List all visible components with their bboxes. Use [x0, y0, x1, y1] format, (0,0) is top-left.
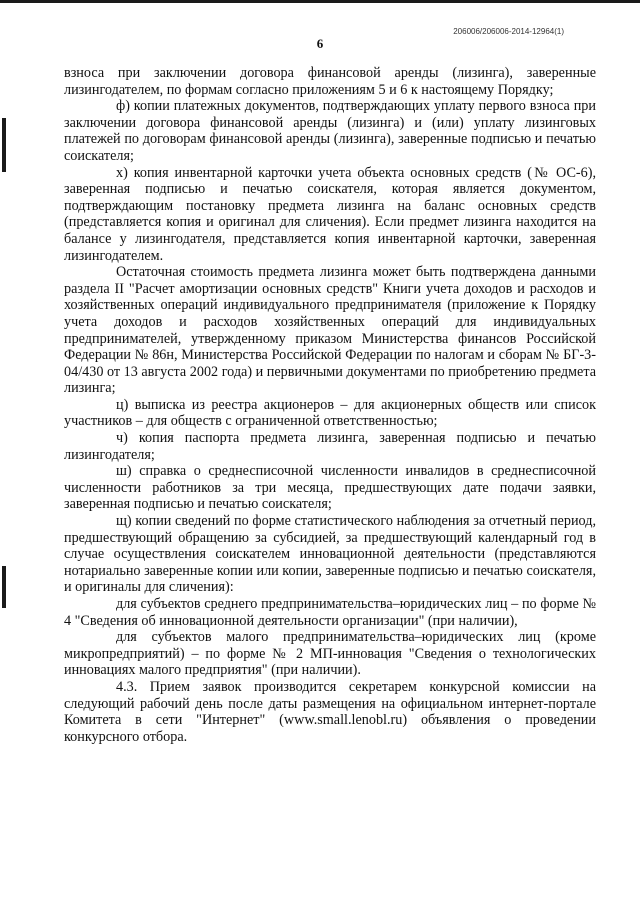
- document-id: 206006/206006-2014-12964(1): [453, 27, 564, 36]
- page-number: 6: [316, 36, 324, 51]
- paragraph: Остаточная стоимость предмета лизинга может быть подтверждена данными раздела II "Расчет амортизации основных средств" Книги учета доходов и расходов и хозяйственных операций индивидуального предпринимателя (приложение к Порядку учета доходов и расходов хозяйственных операций для индивидуальных предпринимателей, утвержденному приказом Министерства финансов Российской Федерации № 86н, Министерства Российской Федерации по налогам и сборам № БГ-3-04/430 от 13 августа 2002 года) и первичными документами по приобретению предмета лизинга;: [64, 264, 596, 397]
- scan-artifact-mark: [2, 118, 6, 172]
- paragraph: щ) копии сведений по форме статистического наблюдения за отчетный период, предшествующий обращению за субсидией, за предшествующий календарный год в случае осуществления соискателем инновационной деятельности (представляются нотариально заверенные копии или копии, заверенные подписью и печатью соискателя, и оригиналы для сличения):: [64, 513, 596, 596]
- paragraph: ф) копии платежных документов, подтверждающих уплату первого взноса при заключении договора финансовой аренды (лизинга) и (или) уплату лизинговых платежей по договорам финансовой аренды (лизинга), заверенные подписью и печатью соискателя;: [64, 98, 596, 164]
- paragraph: ш) справка о среднесписочной численности инвалидов в среднесписочной численности работников за три месяца, предшествующих дате подачи заявки, заверенная подписью и печатью соискателя;: [64, 463, 596, 513]
- paragraph: для субъектов среднего предпринимательства–юридических лиц – по форме № 4 "Сведения об инновационной деятельности организации" (при наличии),: [64, 596, 596, 629]
- paragraph: взноса при заключении договора финансовой аренды (лизинга), заверенные лизингодателем, по формам согласно приложениям 5 и 6 к настоящему Порядку;: [64, 65, 596, 98]
- scan-top-border: [0, 0, 640, 3]
- paragraph: х) копия инвентарной карточки учета объекта основных средств (№ ОС-6), заверенная подписью и печатью соискателя, которая является документом, подтверждающим постановку предмета лизинга на баланс основных средств (представляется копия и оригинал для сличения). Если предмет лизинга находится на балансе у лизингодателя, представляется копия инвентарной карточки, заверенная лизингодателем.: [64, 164, 596, 264]
- document-body: [64, 65, 596, 745]
- paragraph: ц) выписка из реестра акционеров – для акционерных обществ или список участников – для обществ с ограниченной ответственностью;: [64, 396, 596, 430]
- scan-artifact-mark: [2, 566, 6, 608]
- paragraph: ч) копия паспорта предмета лизинга, заверенная подписью и печатью лизингодателя;: [64, 430, 596, 463]
- paragraph: для субъектов малого предпринимательства–юридических лиц (кроме микропредприятий) – по форме № 2 МП-инновация "Сведения о технологических инновациях малого предприятия" (при наличии).: [64, 629, 596, 679]
- paragraph: 4.3. Прием заявок производится секретарем конкурсной комиссии на следующий рабочий день после даты размещения на официальном интернет-портале Комитета в сети "Интернет" (www.small.lenobl.ru) объявления о проведении конкурсного отбора.: [64, 678, 596, 745]
